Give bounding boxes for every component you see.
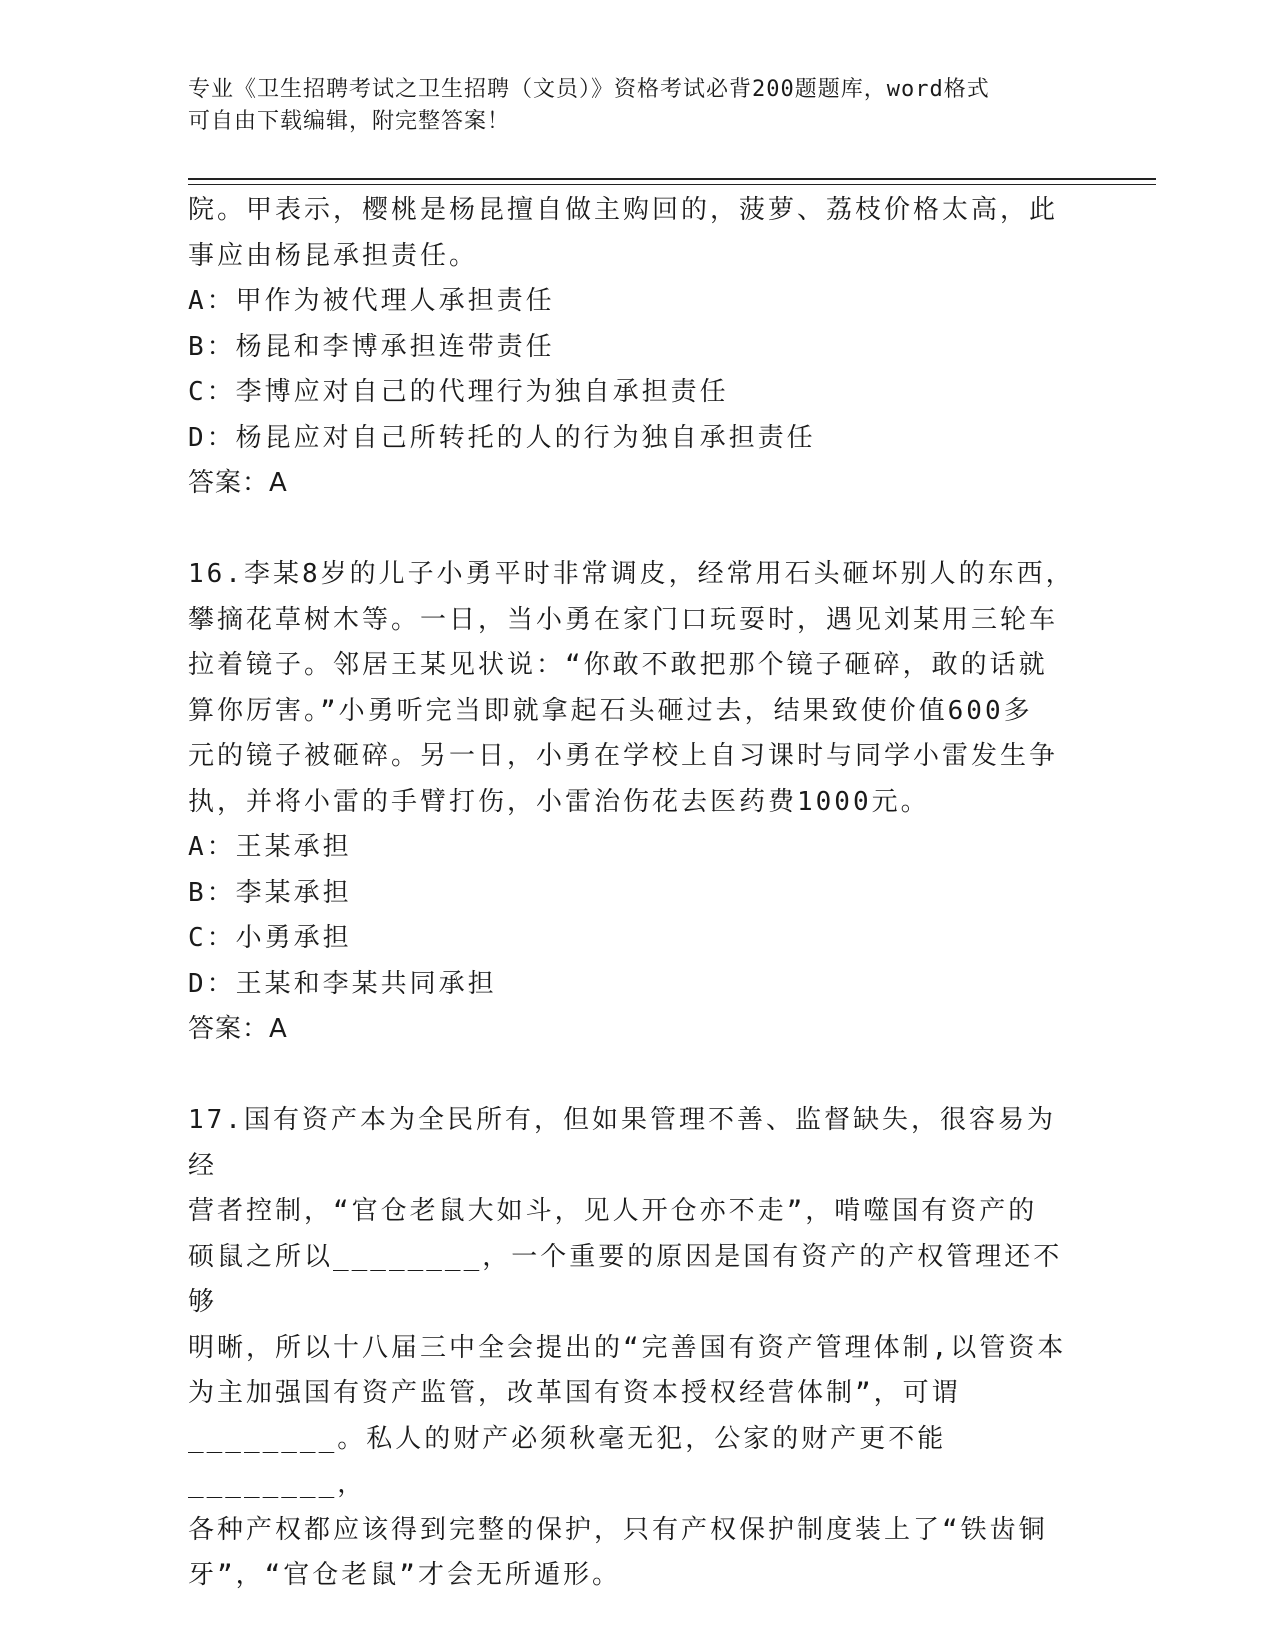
question-stem-line: 硕鼠之所以________，一个重要的原因是国有资产的产权管理还不够 [188, 1241, 1063, 1317]
answer-line: 答案：A [188, 468, 288, 498]
question-stem-line: 牙”，“官仓老鼠”才会无所遁形。 [188, 1560, 621, 1590]
question-stem-line: 为主加强国有资产监管，改革国有资本授权经营体制”，可谓 [188, 1378, 961, 1408]
option-c: C：小勇承担 [188, 923, 352, 953]
question-17 [188, 1098, 1078, 1599]
header-line-1: 专业《卫生招聘考试之卫生招聘（文员）》资格考试必背200题题库，word格式 [188, 77, 990, 102]
option-b: B：杨昆和李博承担连带责任 [188, 331, 555, 362]
question-stem-line: 16.李某8岁的儿子小勇平时非常调皮，经常用石头砸坏别人的东西， [188, 559, 1075, 589]
question-stem-line: 元的镜子被砸碎。另一日，小勇在学校上自习课时与同学小雷发生争 [188, 741, 1059, 771]
question-stem-line: 营者控制，“官仓老鼠大如斗，见人开仓亦不走”，啃噬国有资产的 [188, 1196, 1038, 1226]
question-16 [188, 552, 1078, 1053]
option-d: D：王某和李某共同承担 [188, 968, 497, 999]
question-stem-line: 各种产权都应该得到完整的保护，只有产权保护制度装上了“铁齿铜 [188, 1514, 1048, 1545]
document-header [188, 74, 1068, 138]
option-c: C：李博应对自己的代理行为独自承担责任 [188, 377, 729, 407]
header-divider-thin [188, 184, 1156, 185]
question-stem-line: 院。甲表示，樱桃是杨昆擅自做主购回的，菠萝、荔枝价格太高，此 [188, 195, 1059, 225]
question-stem-line: 算你厉害。”小勇听完当即就拿起石头砸过去，结果致使价值600多 [188, 695, 1033, 726]
document-body [188, 188, 1078, 1599]
option-b: B：李某承担 [188, 877, 352, 908]
option-a: A：甲作为被代理人承担责任 [188, 286, 555, 316]
header-line-2: 可自由下载编辑，附完整答案！ [188, 109, 511, 134]
spacer [188, 1053, 1078, 1099]
question-stem-line: 攀摘花草树木等。一日，当小勇在家门口玩耍时，遇见刘某用三轮车 [188, 604, 1059, 635]
option-a: A：王某承担 [188, 832, 352, 862]
question-stem-line: ________。私人的财产必须秋毫无犯，公家的财产更不能________， [188, 1423, 947, 1499]
question-15 [188, 188, 1078, 507]
question-stem-line: 拉着镜子。邻居王某见状说：“你敢不敢把那个镜子砸碎，敢的话就 [188, 650, 1048, 680]
question-stem-line: 17.国有资产本为全民所有，但如果管理不善、监督缺失，很容易为经 [188, 1105, 1056, 1181]
header-divider [188, 178, 1156, 180]
spacer [188, 507, 1078, 553]
option-d: D：杨昆应对自己所转托的人的行为独自承担责任 [188, 422, 816, 453]
question-stem-line: 明晰，所以十八届三中全会提出的“完善国有资产管理体制,以管资本 [188, 1332, 1067, 1363]
answer-line: 答案：A [188, 1014, 288, 1044]
question-stem-line: 事应由杨昆承担责任。 [188, 240, 479, 271]
question-stem-line: 执，并将小雷的手臂打伤，小雷治伤花去医药费1000元。 [188, 786, 930, 817]
